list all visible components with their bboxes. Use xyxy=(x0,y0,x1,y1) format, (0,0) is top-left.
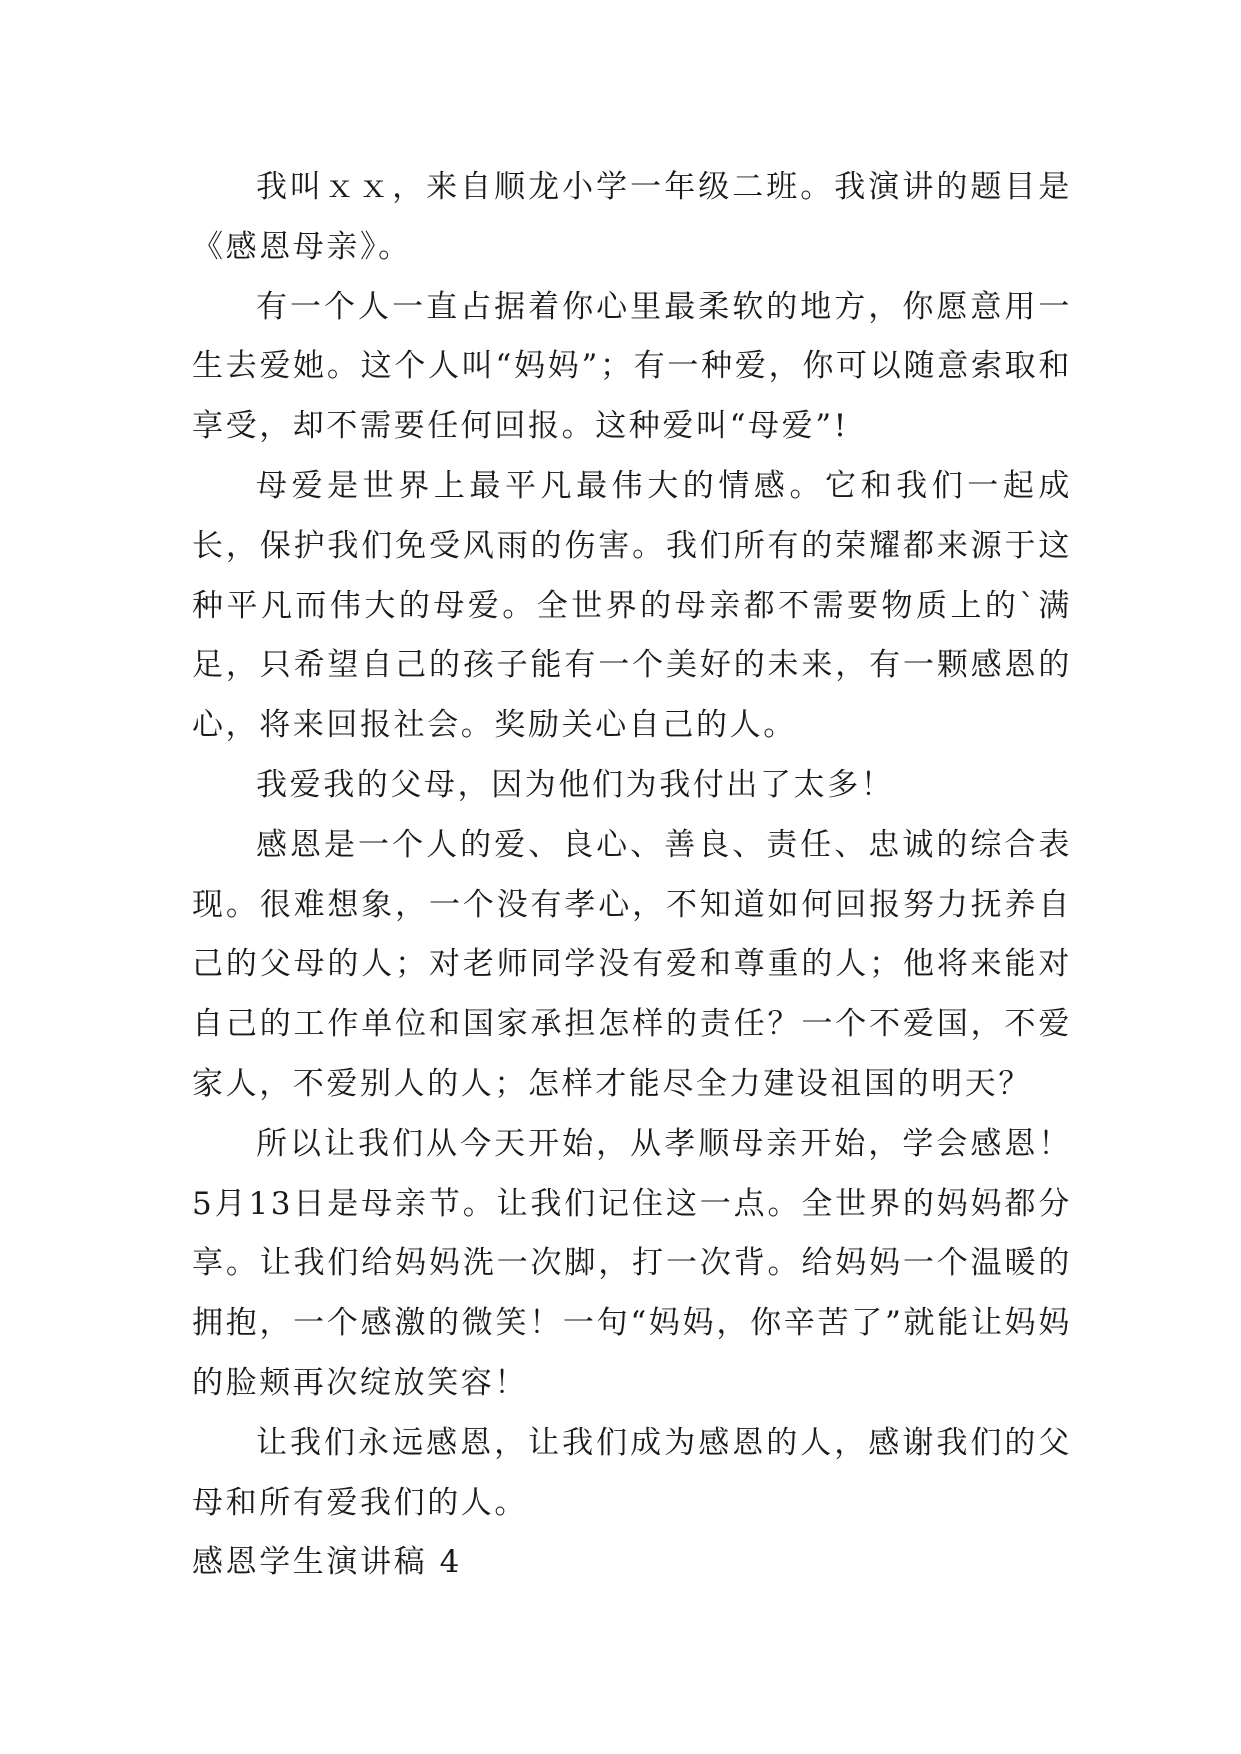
paragraph-gratitude-meaning: 感恩是一个人的爱、良心、善良、责任、忠诚的综合表现。很难想象，一个没有孝心，不知道如何回报努力抚养自己的父母的人；对老师同学没有爱和尊重的人；他将来能对自己的工作单位和国家承担怎样的责任？一个不爱国，不爱家人，不爱别人的人；怎样才能尽全力建设祖国的明天？ xyxy=(192,826,1072,1102)
section-title: 感恩学生演讲稿 4 xyxy=(192,1544,462,1581)
paragraph-intro: 我叫ｘｘ，来自顺龙小学一年级二班。我演讲的题目是《感恩母亲》。 xyxy=(192,169,1072,265)
paragraph-love-parents: 我爱我的父母，因为他们为我付出了太多！ xyxy=(256,766,895,803)
paragraph-mother-love-greatness: 母爱是世界上最平凡最伟大的情感。它和我们一起成长，保护我们免受风雨的伤害。我们所有的荣耀都来源于这种平凡而伟大的母爱。全世界的母亲都不需要物质上的`满足，只希望自己的孩子能有一个美好的未来，有一颗感恩的心，将来回报社会。奖励关心自己的人。 xyxy=(192,467,1072,744)
paragraph-mother-love-definition: 有一个人一直占据着你心里最柔软的地方，你愿意用一生去爱她。这个人叫“妈妈”；有一种爱，你可以随意索取和享受，却不需要任何回报。这种爱叫“母爱”! xyxy=(192,288,1072,445)
paragraph-mothers-day: 所以让我们从今天开始，从孝顺母亲开始，学会感恩！5月13日是母亲节。让我们记住这一点。全世界的妈妈都分享。让我们给妈妈洗一次脚，打一次背。给妈妈一个温暖的拥抱，一个感激的微笑！一句“妈妈，你辛苦了”就能让妈妈的脸颊再次绽放笑容！ xyxy=(192,1125,1072,1401)
paragraph-conclusion: 让我们永远感恩，让我们成为感恩的人，感谢我们的父母和所有爱我们的人。 xyxy=(192,1424,1072,1521)
document-body xyxy=(192,158,1072,1593)
